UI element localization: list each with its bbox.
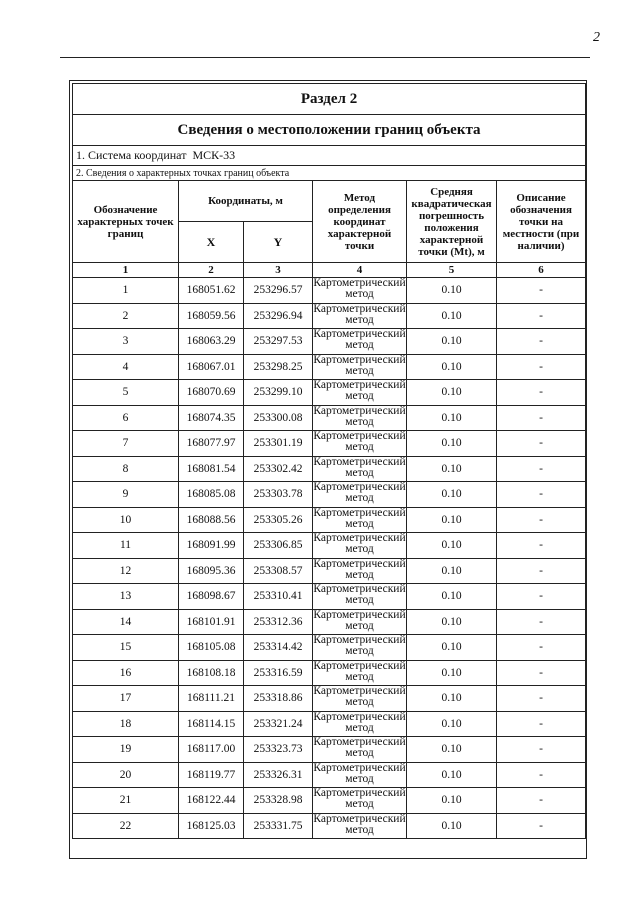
method-cell xyxy=(313,329,407,355)
error-cell: 0.10 xyxy=(407,405,497,431)
table-row xyxy=(73,507,586,533)
error-cell: 0.10 xyxy=(407,431,497,457)
y-coordinate-cell: 253297.53 xyxy=(244,329,313,355)
error-cell: 0.10 xyxy=(407,609,497,635)
y-coordinate-cell: 253312.36 xyxy=(244,609,313,635)
point-number-cell: 21 xyxy=(73,788,179,814)
table-row xyxy=(73,609,586,635)
method-line-1: Картометрический xyxy=(313,659,406,672)
method-line-1: Картометрический xyxy=(313,608,406,621)
method-cell xyxy=(313,278,407,304)
point-number-cell: 6 xyxy=(73,405,179,431)
col-number: 5 xyxy=(407,263,497,278)
method-cell xyxy=(313,431,407,457)
x-coordinate-cell: 168074.35 xyxy=(179,405,244,431)
error-cell: 0.10 xyxy=(407,533,497,559)
method-line-2: метод xyxy=(345,798,374,810)
error-cell: 0.10 xyxy=(407,380,497,406)
x-coordinate-cell: 168101.91 xyxy=(179,609,244,635)
point-number-cell: 20 xyxy=(73,762,179,788)
y-coordinate-cell: 253302.42 xyxy=(244,456,313,482)
method-line-1: Картометрический xyxy=(313,634,406,646)
error-cell: 0.10 xyxy=(407,584,497,610)
method-cell xyxy=(313,635,407,661)
table-row xyxy=(73,405,586,431)
point-number-cell: 8 xyxy=(73,456,179,482)
method-line-2: метод xyxy=(345,721,374,734)
point-number-cell: 19 xyxy=(73,737,179,763)
x-coordinate-cell: 168063.29 xyxy=(179,329,244,355)
x-coordinate-cell: 168059.56 xyxy=(179,303,244,329)
point-number-cell: 3 xyxy=(73,329,179,355)
section-label: Раздел 2 xyxy=(73,84,586,115)
table-row xyxy=(73,686,586,712)
x-coordinate-cell: 168108.18 xyxy=(179,660,244,686)
error-cell: 0.10 xyxy=(407,507,497,533)
point-number-cell: 14 xyxy=(73,609,179,635)
y-coordinate-cell: 253300.08 xyxy=(244,405,313,431)
method-line-1: Картометрический xyxy=(313,379,406,391)
y-coordinate-cell: 253305.26 xyxy=(244,507,313,533)
method-line-1: Картометрический xyxy=(313,277,406,289)
point-number-cell: 16 xyxy=(73,660,179,686)
method-line-2: метод xyxy=(345,543,374,555)
method-cell xyxy=(313,354,407,380)
method-cell xyxy=(313,380,407,406)
method-cell xyxy=(313,303,407,329)
point-number-cell: 15 xyxy=(73,635,179,661)
table-row xyxy=(73,278,586,304)
method-cell xyxy=(313,507,407,533)
description-cell: - xyxy=(497,609,586,635)
y-coordinate-cell: 253321.24 xyxy=(244,711,313,737)
y-coordinate-cell: 253328.98 xyxy=(244,788,313,814)
y-coordinate-cell: 253323.73 xyxy=(244,737,313,763)
x-coordinate-cell: 168077.97 xyxy=(179,431,244,457)
method-line-1: Картометрический xyxy=(313,328,406,340)
description-cell: - xyxy=(497,584,586,610)
x-coordinate-cell: 168070.69 xyxy=(179,380,244,406)
point-number-cell: 13 xyxy=(73,584,179,610)
method-line-1: Картометрический xyxy=(313,685,406,697)
table-row xyxy=(73,558,586,584)
method-cell xyxy=(313,737,407,763)
method-line-1: Картометрический xyxy=(313,812,406,825)
method-cell xyxy=(313,558,407,584)
error-cell: 0.10 xyxy=(407,482,497,508)
x-coordinate-cell: 168105.08 xyxy=(179,635,244,661)
method-line-1: Картометрический xyxy=(313,532,406,544)
description-cell: - xyxy=(497,737,586,763)
header-error: Средняя квадратическая погрешность положения характерной точки (Mt), м xyxy=(407,181,497,263)
point-number-cell: 7 xyxy=(73,431,179,457)
x-coordinate-cell: 168098.67 xyxy=(179,584,244,610)
header-x: X xyxy=(179,222,244,263)
description-cell: - xyxy=(497,686,586,712)
point-number-cell: 17 xyxy=(73,686,179,712)
method-cell xyxy=(313,762,407,788)
points-info: 2. Сведения о характерных точках границ объекта xyxy=(73,166,586,181)
method-line-2: метод xyxy=(345,313,374,326)
description-cell: - xyxy=(497,558,586,584)
method-line-2: метод xyxy=(345,645,374,657)
point-number-cell: 4 xyxy=(73,354,179,380)
method-cell xyxy=(313,711,407,737)
description-cell: - xyxy=(497,788,586,814)
table-row xyxy=(73,635,586,661)
description-cell: - xyxy=(497,405,586,431)
header-designation: Обозначение характерных точек границ xyxy=(73,181,179,263)
table-row xyxy=(73,711,586,737)
x-coordinate-cell: 168091.99 xyxy=(179,533,244,559)
method-cell xyxy=(313,813,407,839)
method-cell xyxy=(313,609,407,635)
y-coordinate-cell: 253306.85 xyxy=(244,533,313,559)
method-line-2: метод xyxy=(345,339,374,351)
method-line-1: Картометрический xyxy=(313,761,406,774)
x-coordinate-cell: 168085.08 xyxy=(179,482,244,508)
point-number-cell: 18 xyxy=(73,711,179,737)
description-cell: - xyxy=(497,660,586,686)
x-coordinate-cell: 168119.77 xyxy=(179,762,244,788)
table-row xyxy=(73,482,586,508)
method-cell xyxy=(313,584,407,610)
method-line-1: Картометрический xyxy=(313,353,406,366)
method-cell xyxy=(313,533,407,559)
method-line-2: метод xyxy=(345,441,374,453)
table-row xyxy=(73,380,586,406)
method-cell xyxy=(313,660,407,686)
y-coordinate-cell: 253310.41 xyxy=(244,584,313,610)
error-cell: 0.10 xyxy=(407,711,497,737)
error-cell: 0.10 xyxy=(407,303,497,329)
description-cell: - xyxy=(497,507,586,533)
error-cell: 0.10 xyxy=(407,686,497,712)
error-cell: 0.10 xyxy=(407,813,497,839)
col-number: 2 xyxy=(179,263,244,278)
method-line-1: Картометрический xyxy=(313,506,406,519)
method-line-2: метод xyxy=(345,772,374,785)
table-row xyxy=(73,431,586,457)
x-coordinate-cell: 168081.54 xyxy=(179,456,244,482)
table-row xyxy=(73,762,586,788)
method-line-2: метод xyxy=(345,696,374,708)
table-row xyxy=(73,533,586,559)
y-coordinate-cell: 253318.86 xyxy=(244,686,313,712)
method-line-1: Картометрический xyxy=(313,557,406,570)
section-title: Сведения о местоположении границ объекта xyxy=(73,115,586,146)
y-coordinate-cell: 253301.19 xyxy=(244,431,313,457)
header-description: Описание обозначения точки на местности (при наличии) xyxy=(497,181,586,263)
point-number-cell: 10 xyxy=(73,507,179,533)
method-line-2: метод xyxy=(345,390,374,402)
table-row xyxy=(73,303,586,329)
y-coordinate-cell: 253298.25 xyxy=(244,354,313,380)
method-line-2: метод xyxy=(345,619,374,632)
error-cell: 0.10 xyxy=(407,278,497,304)
y-coordinate-cell: 253331.75 xyxy=(244,813,313,839)
error-cell: 0.10 xyxy=(407,762,497,788)
method-line-2: метод xyxy=(345,517,374,530)
point-number-cell: 2 xyxy=(73,303,179,329)
description-cell: - xyxy=(497,482,586,508)
y-coordinate-cell: 253299.10 xyxy=(244,380,313,406)
method-line-1: Картометрический xyxy=(313,430,406,442)
x-coordinate-cell: 168095.36 xyxy=(179,558,244,584)
error-cell: 0.10 xyxy=(407,635,497,661)
method-line-1: Картометрический xyxy=(313,404,406,417)
method-line-1: Картометрический xyxy=(313,583,406,595)
method-line-2: метод xyxy=(345,670,374,683)
method-cell xyxy=(313,686,407,712)
error-cell: 0.10 xyxy=(407,660,497,686)
method-line-2: метод xyxy=(345,747,374,759)
error-cell: 0.10 xyxy=(407,456,497,482)
table-row xyxy=(73,737,586,763)
description-cell: - xyxy=(497,278,586,304)
error-cell: 0.10 xyxy=(407,558,497,584)
x-coordinate-cell: 168117.00 xyxy=(179,737,244,763)
method-line-2: метод xyxy=(345,466,374,479)
description-cell: - xyxy=(497,813,586,839)
y-coordinate-cell: 253314.42 xyxy=(244,635,313,661)
table-row xyxy=(73,788,586,814)
method-line-2: метод xyxy=(345,364,374,377)
method-cell xyxy=(313,456,407,482)
error-cell: 0.10 xyxy=(407,737,497,763)
x-coordinate-cell: 168051.62 xyxy=(179,278,244,304)
point-number-cell: 22 xyxy=(73,813,179,839)
description-cell: - xyxy=(497,354,586,380)
x-coordinate-cell: 168125.03 xyxy=(179,813,244,839)
coord-system-value: МСК-33 xyxy=(192,148,236,162)
method-line-1: Картометрический xyxy=(313,736,406,748)
x-coordinate-cell: 168067.01 xyxy=(179,354,244,380)
method-line-1: Картометрический xyxy=(313,787,406,799)
description-cell: - xyxy=(497,380,586,406)
method-cell xyxy=(313,405,407,431)
description-cell: - xyxy=(497,456,586,482)
description-cell: - xyxy=(497,533,586,559)
method-line-2: метод xyxy=(345,415,374,428)
method-cell xyxy=(313,788,407,814)
table-row xyxy=(73,354,586,380)
point-number-cell: 11 xyxy=(73,533,179,559)
table-row xyxy=(73,456,586,482)
method-line-1: Картометрический xyxy=(313,455,406,468)
method-line-2: метод xyxy=(345,492,374,504)
point-number-cell: 5 xyxy=(73,380,179,406)
table-row xyxy=(73,329,586,355)
col-number: 3 xyxy=(244,263,313,278)
coord-system xyxy=(73,146,586,166)
error-cell: 0.10 xyxy=(407,354,497,380)
point-number-cell: 9 xyxy=(73,482,179,508)
top-rule xyxy=(60,57,590,58)
header-method: Метод определения координат характерной точки xyxy=(313,181,407,263)
x-coordinate-cell: 168088.56 xyxy=(179,507,244,533)
x-coordinate-cell: 168122.44 xyxy=(179,788,244,814)
description-cell: - xyxy=(497,303,586,329)
coord-system-label: 1. Система координат xyxy=(76,148,187,162)
y-coordinate-cell: 253303.78 xyxy=(244,482,313,508)
error-cell: 0.10 xyxy=(407,329,497,355)
x-coordinate-cell: 168114.15 xyxy=(179,711,244,737)
header-y: Y xyxy=(244,222,313,263)
y-coordinate-cell: 253296.94 xyxy=(244,303,313,329)
description-cell: - xyxy=(497,711,586,737)
col-number: 1 xyxy=(73,263,179,278)
method-line-1: Картометрический xyxy=(313,710,406,723)
method-line-1: Картометрический xyxy=(313,302,406,315)
method-line-2: метод xyxy=(345,823,374,836)
method-line-2: метод xyxy=(345,288,374,300)
description-cell: - xyxy=(497,762,586,788)
boundary-points-table xyxy=(72,83,586,839)
error-cell: 0.10 xyxy=(407,788,497,814)
col-number: 4 xyxy=(313,263,407,278)
y-coordinate-cell: 253326.31 xyxy=(244,762,313,788)
table-row xyxy=(73,660,586,686)
description-cell: - xyxy=(497,329,586,355)
table-row xyxy=(73,584,586,610)
method-line-2: метод xyxy=(345,568,374,581)
point-number-cell: 1 xyxy=(73,278,179,304)
description-cell: - xyxy=(497,635,586,661)
page-number: 2 xyxy=(593,30,600,45)
table-row xyxy=(73,813,586,839)
y-coordinate-cell: 253296.57 xyxy=(244,278,313,304)
method-line-2: метод xyxy=(345,594,374,606)
description-cell: - xyxy=(497,431,586,457)
method-line-1: Картометрический xyxy=(313,481,406,493)
point-number-cell: 12 xyxy=(73,558,179,584)
x-coordinate-cell: 168111.21 xyxy=(179,686,244,712)
y-coordinate-cell: 253308.57 xyxy=(244,558,313,584)
y-coordinate-cell: 253316.59 xyxy=(244,660,313,686)
header-coordinates: Координаты, м xyxy=(179,181,313,222)
method-cell xyxy=(313,482,407,508)
col-number: 6 xyxy=(497,263,586,278)
